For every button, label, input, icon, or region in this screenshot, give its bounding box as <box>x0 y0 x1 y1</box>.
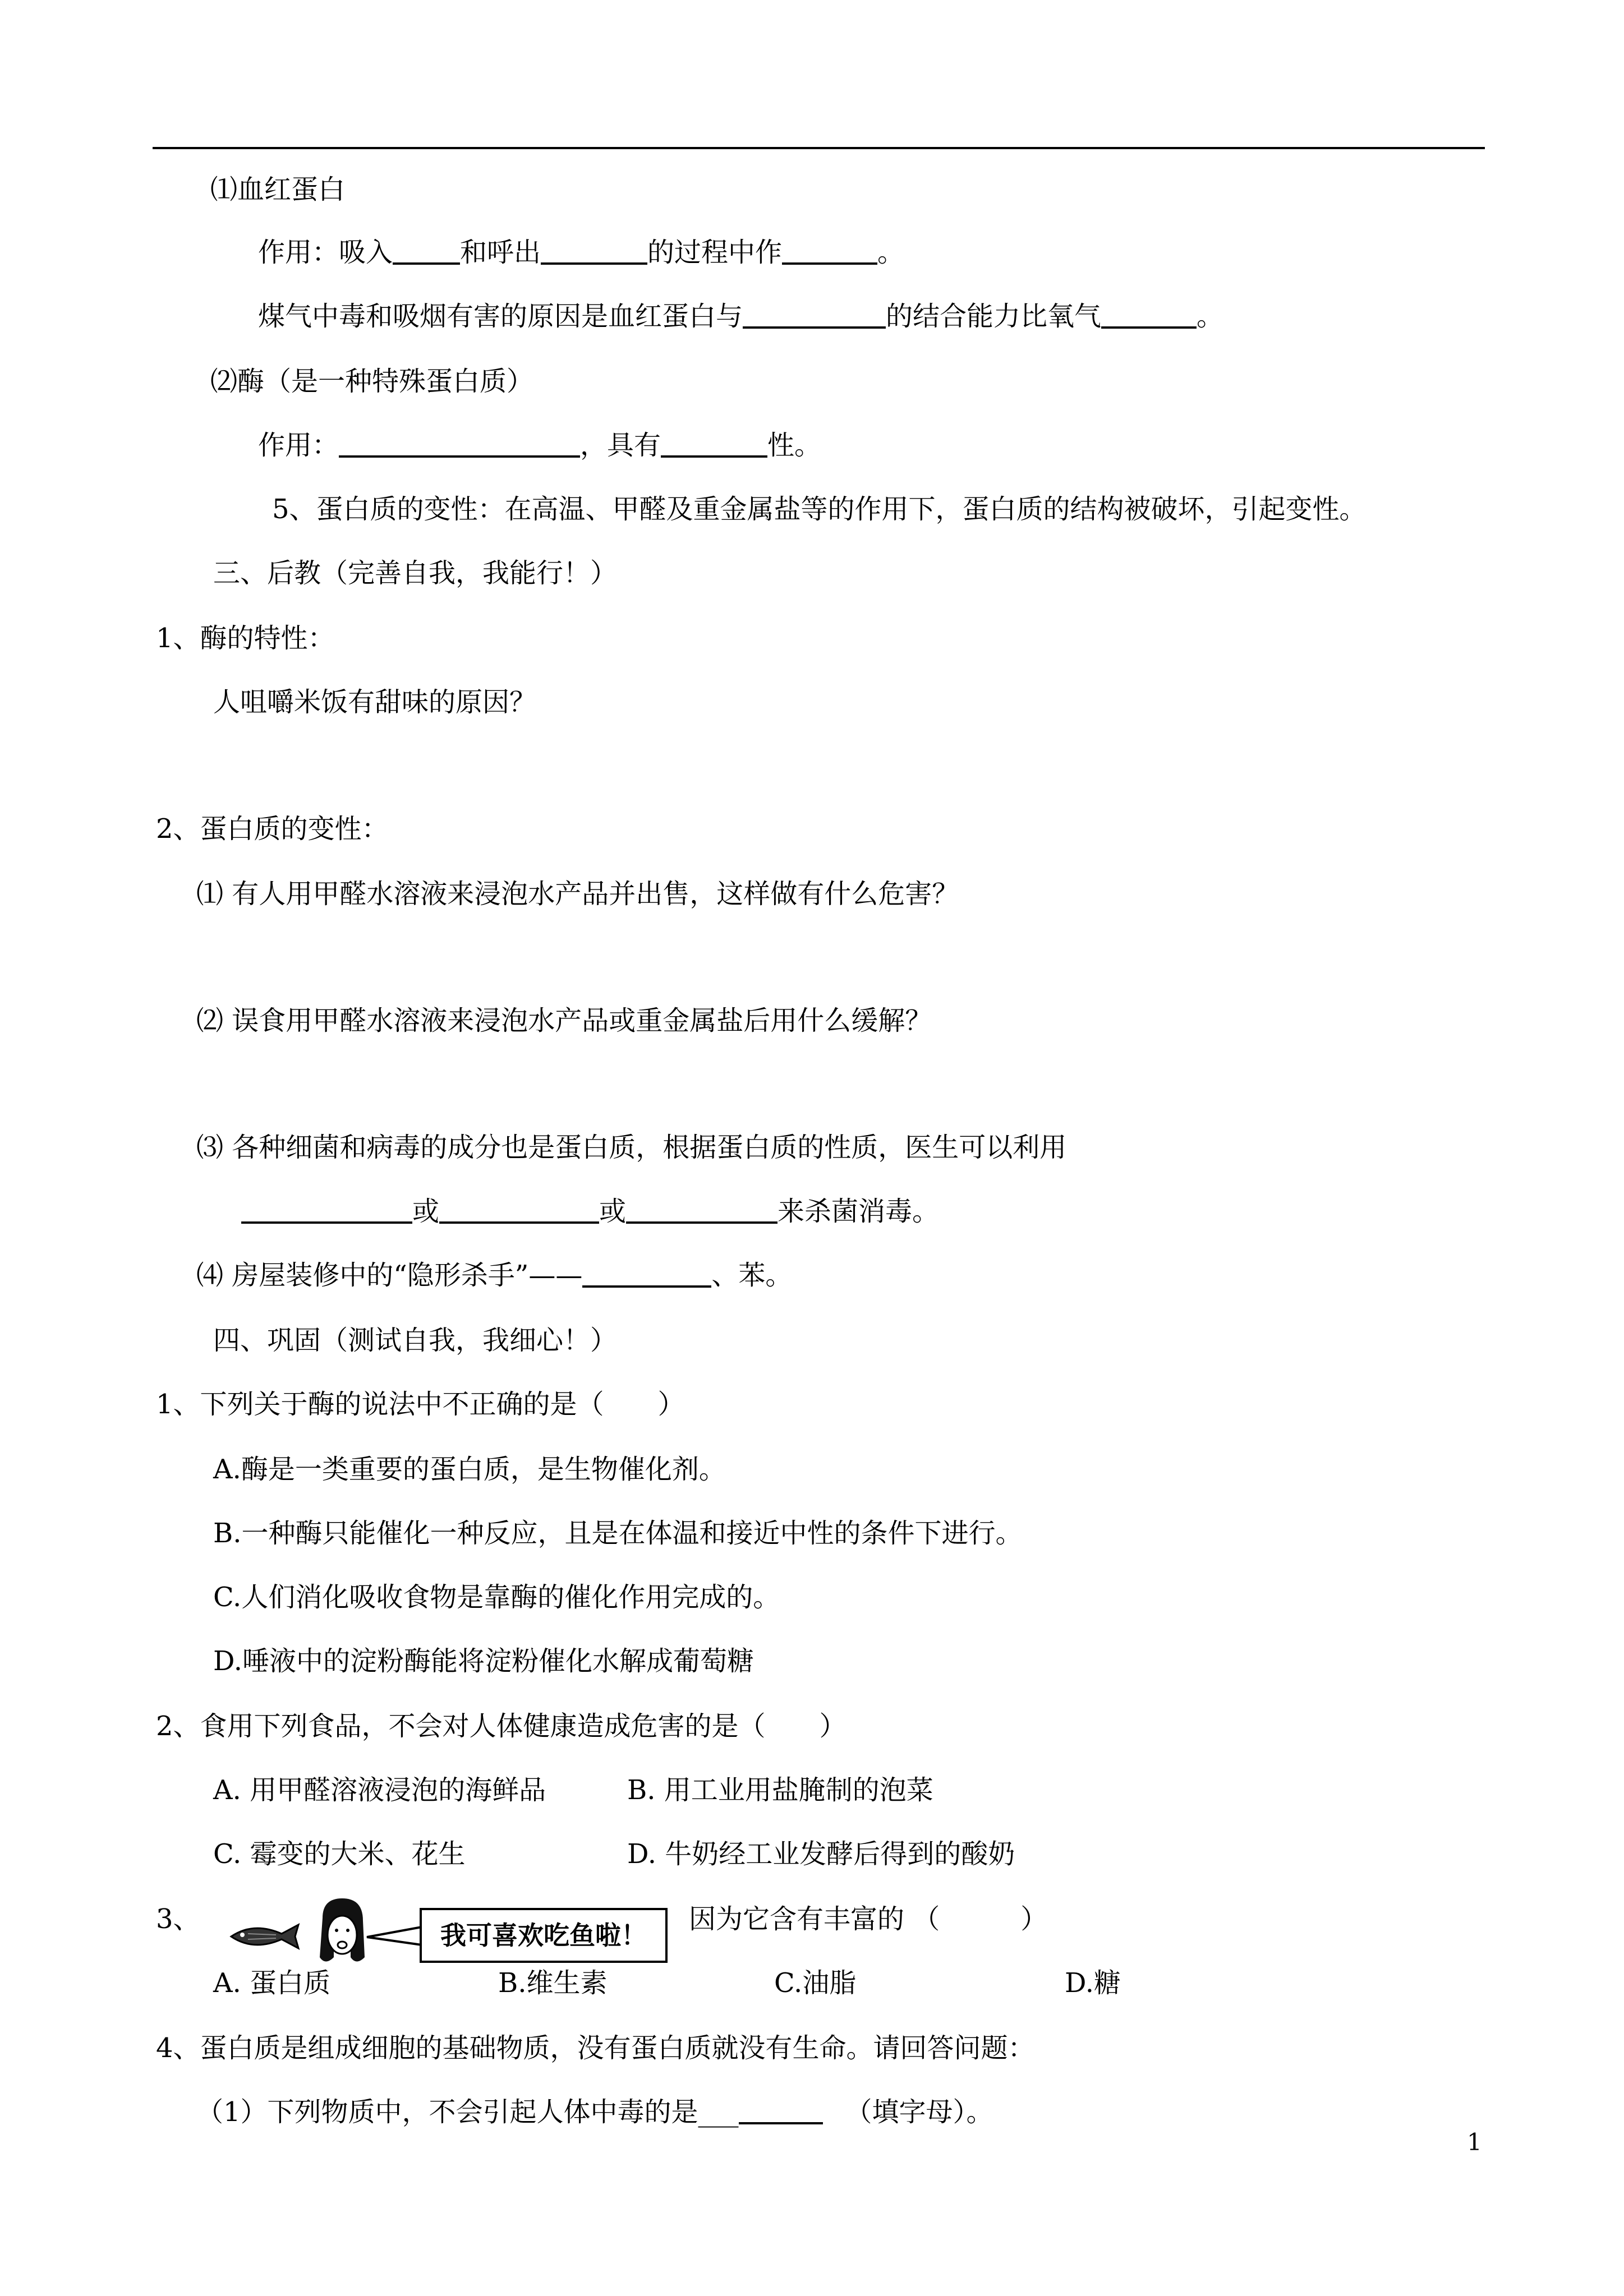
blank-method-3[interactable] <box>626 1197 778 1224</box>
section-four-title: 四、巩固（测试自我，我细心！） <box>213 1325 618 1356</box>
question-formaldehyde-harm: ⑴ 有人用甲醛水溶液来浸泡水产品并出售，这样做有什么危害？ <box>196 878 959 910</box>
heading-hemoglobin: ⑴血红蛋白 <box>210 174 346 205</box>
section-three-title: 三、后教（完善自我，我能行！） <box>213 557 618 589</box>
blank-method-1[interactable] <box>241 1197 412 1224</box>
blank-inhale[interactable] <box>393 238 460 265</box>
q2-option-b: B. 用工业用盐腌制的泡菜 <box>627 1774 933 1806</box>
q1-option-d: D.唾液中的淀粉酶能将淀粉催化水解成葡萄糖 <box>213 1645 755 1677</box>
q2-option-d: D. 牛奶经工业发酵后得到的酸奶 <box>627 1838 1015 1870</box>
question-disinfection: ⑶ 各种细菌和病毒的成分也是蛋白质，根据蛋白质的性质，医生可以利用 <box>196 1132 1067 1163</box>
blank-non-toxic[interactable] <box>739 2097 823 2124</box>
item-protein-denaturation: 2、蛋白质的变性： <box>156 813 389 845</box>
question-relief: ⑵ 误食用甲醛水溶液来浸泡水产品或重金属盐后用什么缓解？ <box>196 1005 932 1036</box>
blank-gas[interactable] <box>743 302 886 329</box>
header-rule <box>153 147 1485 149</box>
denaturation-statement: 5、蛋白质的变性：在高温、甲醛及重金属盐等的作用下，蛋白质的结构被破坏，引起变性。 <box>272 494 1367 525</box>
blank-exhale[interactable] <box>541 238 647 265</box>
question-3-number: 3、 <box>156 1903 200 1935</box>
q3-option-b: B.维生素 <box>498 1967 608 1999</box>
speech-bubble: 我可喜欢吃鱼啦！ <box>420 1908 668 1963</box>
question-4-part-1: （1）下列物质中，不会引起人体中毒的是___ （填字母）。 <box>196 2096 993 2128</box>
blank-enzyme-function[interactable] <box>339 431 580 458</box>
q1-option-a: A.酶是一类重要的蛋白质，是生物催化剂。 <box>213 1454 726 1485</box>
q2-option-c: C. 霉变的大米、花生 <box>213 1838 466 1870</box>
blank-role[interactable] <box>782 238 877 265</box>
speech-tail <box>365 1925 423 1947</box>
blank-comparison[interactable] <box>1101 302 1197 329</box>
q3-option-d: D.糖 <box>1065 1967 1121 1999</box>
fish-icon <box>226 1917 304 1956</box>
question-2: 2、食用下列食品，不会对人体健康造成危害的是（ ） <box>156 1711 846 1742</box>
question-1: 1、下列关于酶的说法中不正确的是（ ） <box>156 1389 685 1420</box>
disinfection-blanks-line: 或 或 来杀菌消毒。 <box>241 1193 939 1229</box>
item-enzyme-properties: 1、酶的特性： <box>156 623 335 654</box>
co-poisoning-line: 煤气中毒和吸烟有害的原因是血红蛋白与 的结合能力比氧气 。 <box>258 301 1224 332</box>
heading-enzyme: ⑵酶（是一种特殊蛋白质） <box>210 366 534 397</box>
hemoglobin-function-line: 作用：吸入 和呼出 的过程中作 。 <box>258 237 905 268</box>
hidden-killer-line: ⑷ 房屋装修中的“隐形杀手”—— 、苯。 <box>196 1260 793 1291</box>
enzyme-function-line: 作用： ，具有 性。 <box>258 430 822 461</box>
question-4: 4、蛋白质是组成细胞的基础物质，没有蛋白质就没有生命。请回答问题： <box>156 2032 1035 2064</box>
question-3-text: 因为它含有丰富的 （ ） <box>689 1903 1048 1935</box>
q2-option-a: A. 用甲醛溶液浸泡的海鲜品 <box>213 1774 546 1806</box>
q3-option-a: A. 蛋白质 <box>213 1967 331 1999</box>
q1-option-b: B.一种酶只能催化一种反应，且是在体温和接近中性的条件下进行。 <box>213 1518 1023 1549</box>
blank-hidden-killer[interactable] <box>582 1261 711 1288</box>
blank-enzyme-property[interactable] <box>661 431 767 458</box>
q3-option-c: C.油脂 <box>774 1967 857 1999</box>
question-rice-sweet: 人咀嚼米饭有甜味的原因？ <box>213 686 537 718</box>
blank-method-2[interactable] <box>439 1197 599 1224</box>
girl-face-icon <box>311 1896 373 1968</box>
page-number: 1 <box>1467 2128 1482 2156</box>
q1-option-c: C.人们消化吸收食物是靠酶的催化作用完成的。 <box>213 1582 780 1613</box>
